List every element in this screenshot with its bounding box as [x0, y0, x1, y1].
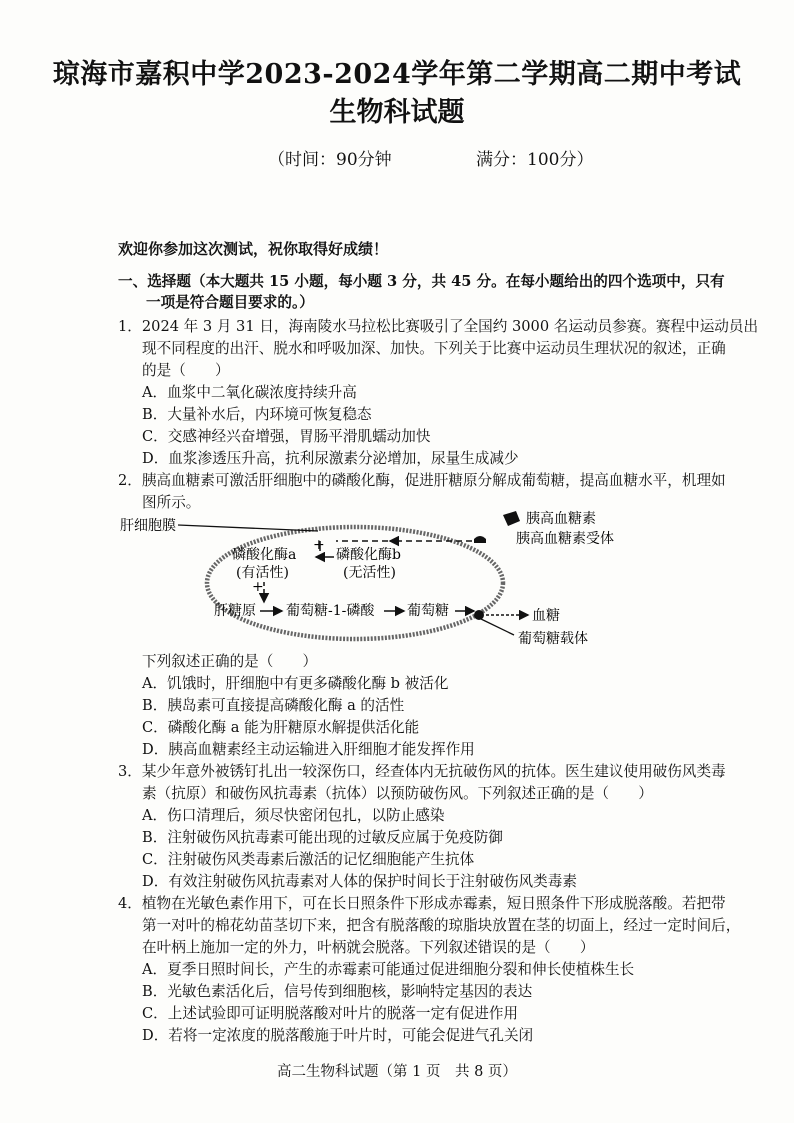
q3-option-d: D．有效注射破伤风抗毒素对人体的保护时间长于注射破伤风类毒素 — [142, 873, 577, 890]
q2-prompt: 下列叙述正确的是（ ） — [142, 653, 318, 670]
enzyme-a-label: 磷酸化酶a — [232, 547, 297, 563]
enzyme-b-state: (无活性) — [343, 565, 396, 581]
exam-time: （时间：90分钟 — [268, 150, 392, 170]
exam-score: 满分：100分） — [476, 150, 594, 170]
q1-stem-line1: 1．2024 年 3 月 31 日，海南陵水马拉松比赛吸引了全国约 3000 名运动员参赛。赛程中运动员出 — [118, 318, 759, 335]
page-footer: 高二生物科试题（第 1 页 共 8 页） — [277, 1064, 517, 1080]
q1-option-a: A．血浆中二氧化碳浓度持续升高 — [142, 384, 357, 401]
q1-option-c: C．交感神经兴奋增强，胃肠平滑肌蠕动加快 — [142, 428, 431, 445]
carrier-label: 葡萄糖载体 — [518, 631, 588, 647]
q2-option-d: D．胰高血糖素经主动运输进入肝细胞才能发挥作用 — [142, 741, 475, 758]
q4-stem-line1: 4．植物在光敏色素作用下，可在长日照条件下形成赤霉素，短日照条件下形成脱落酸。若把带 — [118, 895, 726, 912]
carrier-icon — [474, 610, 484, 620]
glucose-label: 葡萄糖 — [407, 603, 449, 619]
q1-option-b: B．大量补水后，内环境可恢复稳态 — [142, 406, 372, 423]
receptor-icon — [474, 536, 486, 543]
glucagon-label: 胰高血糖素 — [526, 511, 596, 527]
q1-stem-line3: 的是（ ） — [142, 362, 230, 379]
q4-option-d: D．若将一定浓度的脱落酸施于叶片时，可能会促进气孔关闭 — [142, 1027, 534, 1044]
g1p-label: 葡萄糖-1-磷酸 — [286, 603, 375, 619]
section-heading: 一、选择题（本大题共 15 小题，每小题 3 分，共 45 分。在每小题给出的四个选项中，只有 — [118, 273, 725, 290]
q3-option-c: C．注射破伤风类毒素后激活的记忆细胞能产生抗体 — [142, 851, 475, 868]
q2-option-b: B．胰岛素可直接提高磷酸化酶 a 的活性 — [142, 697, 405, 714]
q3-stem-line2: 素（抗原）和破伤风抗毒素（抗体）以预防破伤风。下列叙述正确的是（ ） — [142, 785, 653, 802]
q3-option-b: B．注射破伤风抗毒素可能出现的过敏反应属于免疫防御 — [142, 829, 503, 846]
membrane-leader — [178, 525, 318, 531]
q4-option-c: C．上述试验即可证明脱落酸对叶片的脱落一定有促进作用 — [142, 1005, 519, 1022]
q4-option-a: A．夏季日照时间长，产生的赤霉素可能通过促进细胞分裂和伸长使植株生长 — [142, 961, 635, 978]
q4-stem-line2: 第一对叶的棉花幼苗茎切下来，把含有脱落酸的琼脂块放置在茎的切面上，经过一定时间后， — [142, 917, 741, 934]
q1-stem-line2: 现不同程度的出汗、脱水和呼吸加深、加快。下列关于比赛中运动员生理状况的叙述，正确 — [142, 340, 726, 357]
q3-option-a: A．伤口清理后，须尽快密闭包扎，以防止感染 — [142, 807, 445, 824]
welcome-text: 欢迎你参加这次测试，祝你取得好成绩！ — [118, 240, 389, 258]
enzyme-a-state: (有活性) — [236, 565, 289, 581]
q2-option-a: A．饥饿时，肝细胞中有更多磷酸化酶 b 被活化 — [142, 675, 449, 692]
carrier-leader — [481, 619, 514, 635]
glycogen-label: 肝糖原 — [214, 603, 256, 619]
plus-sign-2: + — [252, 579, 264, 595]
liver-cell-diagram — [0, 505, 794, 655]
enzyme-b-label: 磷酸化酶b — [336, 547, 401, 563]
section-heading-cont: 一项是符合题目要求的。） — [146, 294, 314, 311]
receptor-label: 胰高血糖素受体 — [516, 531, 614, 547]
exam-subject-title: 生物科试题 — [329, 97, 465, 128]
q3-stem-line1: 3．某少年意外被锈钉扎出一较深伤口，经查体内无抗破伤风的抗体。医生建议使用破伤风类毒 — [118, 763, 726, 780]
membrane-label: 肝细胞膜 — [120, 518, 176, 534]
q2-stem-line1: 2．胰高血糖素可激活肝细胞中的磷酸化酶，促进肝糖原分解成葡萄糖，提高血糖水平，机理如 — [118, 472, 726, 489]
q4-stem-line3: 在叶柄上施加一定的外力，叶柄就会脱落。下列叙述错误的是（ ） — [142, 939, 595, 956]
glucagon-icon — [503, 511, 520, 526]
q1-option-d: D．血浆渗透压升高，抗利尿激素分泌增加，尿量生成减少 — [142, 450, 519, 467]
exam-title: 琼海市嘉积中学2023-2024学年第二学期高二期中考试 — [52, 59, 742, 90]
blood-sugar-label: 血糖 — [532, 608, 560, 624]
q2-option-c: C．磷酸化酶 a 能为肝糖原水解提供活化能 — [142, 719, 420, 736]
plus-sign-1: + — [313, 537, 325, 553]
q2-stem-line2: 图所示。 — [142, 494, 201, 511]
q4-option-b: B．光敏色素活化后，信号传到细胞核，影响特定基因的表达 — [142, 983, 533, 1000]
